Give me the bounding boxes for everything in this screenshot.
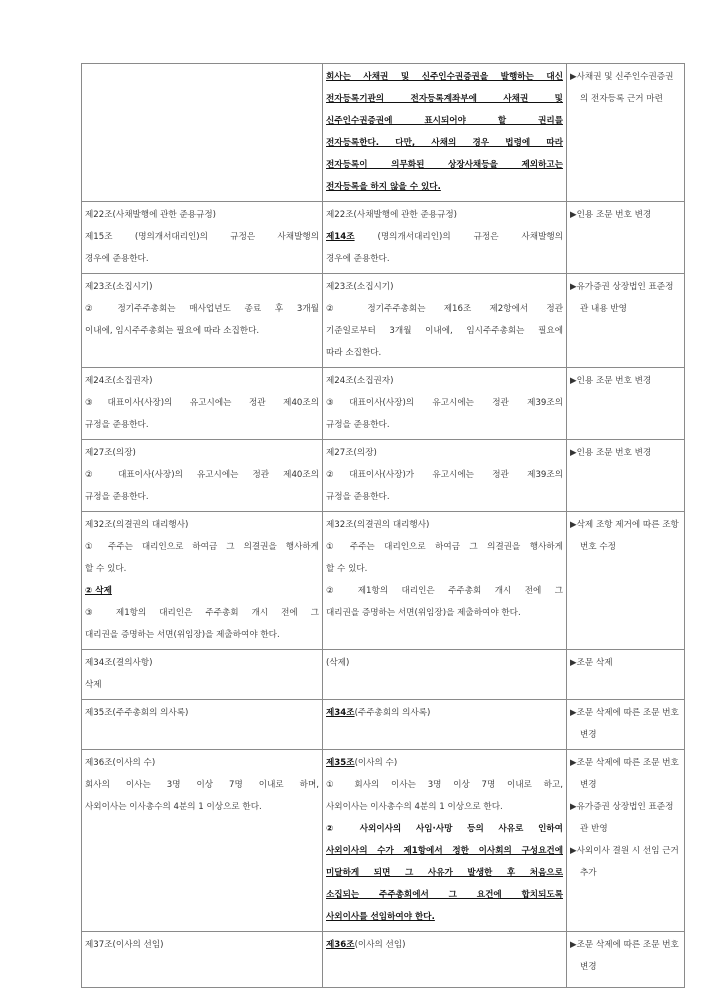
article-line: 기준일로부터 3개월 이내에, 임시주주총회는 필요에	[326, 326, 563, 336]
remark-note: ▶조문 삭제에 따른 조문 번호 변경	[570, 708, 679, 740]
remarks-cell	[567, 440, 685, 512]
article-line: 제15조 (명의개서대리인)의 규정은 사채발행의	[85, 232, 319, 242]
article-line: ① 주주는 대리인으로 하여금 그 의결권을 행사하게	[85, 542, 319, 552]
current-article-cell	[82, 932, 323, 988]
article-line: ② 사외이사의 사임·사망 등의 사유로 인하여	[326, 824, 563, 834]
changed-article-number: 제14조	[326, 232, 355, 242]
remark-note: ▶인용 조문 번호 변경	[570, 210, 652, 220]
article-line: 제34조(주주총회의 의사록)	[326, 708, 431, 718]
amended-article-cell	[323, 700, 567, 750]
article-line: 제24조(소집권자)	[326, 376, 394, 386]
article-line: ② 정기주주총회는 제16조 제2항에서 정관	[326, 304, 563, 314]
article-line: ② 제1항의 대리인은 주주총회 개시 전에 그	[326, 586, 563, 596]
remark-note: ▶사채권 및 신주인수권증권의 전자등록 근거 마련	[570, 72, 674, 104]
remark-note: ▶조문 삭제에 따른 조문 번호 변경	[570, 940, 679, 972]
article-line: 사외이사의 수가 제1항에서 정한 이사회의 구성요건에	[326, 846, 563, 856]
article-line: 제23조(소집시기)	[85, 282, 153, 292]
amendment-comparison-table	[81, 63, 685, 988]
article-line: 신주인수권증권에 표시되어야 할 권리를	[326, 116, 563, 126]
current-article-cell	[82, 512, 323, 650]
article-line: 규정을 준용한다.	[85, 492, 149, 502]
amended-article-cell	[323, 368, 567, 440]
article-line: 전자등록을 하지 않을 수 있다.	[326, 182, 441, 192]
remark-note: ▶조문 삭제에 따른 조문 번호 변경	[570, 758, 679, 790]
article-line: 소집되는 주주총회에서 그 요건에 합치되도록	[326, 890, 563, 900]
table-row	[82, 64, 685, 202]
remarks-cell	[567, 202, 685, 274]
article-line: 제24조(소집권자)	[85, 376, 153, 386]
article-line: 사외이사는 이사총수의 4분의 1 이상으로 한다.	[326, 802, 503, 812]
table-body	[82, 64, 685, 988]
current-article-cell	[82, 202, 323, 274]
article-line: 제22조(사채발행에 관한 준용규정)	[85, 210, 217, 220]
article-line: 제36조(이사의 선임)	[326, 940, 406, 950]
article-line: 경우에 준용한다.	[326, 254, 390, 264]
changed-article-number: 제36조	[326, 940, 355, 950]
current-article-cell	[82, 750, 323, 932]
article-line: ③ 제1항의 대리인은 주주총회 개시 전에 그	[85, 608, 319, 618]
article-line: 제27조(의장)	[326, 448, 377, 458]
current-article-cell	[82, 700, 323, 750]
amended-article-cell	[323, 440, 567, 512]
remark-note: ▶유가증권 상장법인 표준정관 내용 반영	[570, 282, 674, 314]
current-article-cell	[82, 274, 323, 368]
current-article-cell	[82, 440, 323, 512]
remark-note: ▶인용 조문 번호 변경	[570, 376, 652, 386]
article-line: 대리권을 증명하는 서면(위임장)을 제출하여야 한다.	[326, 608, 521, 618]
table-row	[82, 932, 685, 988]
article-line: 전자등록기관의 전자등록계좌부에 사채권 및	[326, 94, 563, 104]
article-line: 제35조(주주총회의 의사록)	[85, 708, 189, 718]
remark-note: ▶인용 조문 번호 변경	[570, 448, 652, 458]
article-line: 할 수 있다.	[85, 564, 127, 574]
article-line: 사외이사를 선임하여야 한다.	[326, 912, 435, 922]
article-line: 미달하게 되면 그 사유가 발생한 후 처음으로	[326, 868, 563, 878]
current-article-cell	[82, 64, 323, 202]
remark-note: ▶사외이사 결원 시 선임 근거 추가	[570, 846, 679, 878]
article-line: 회사의 이사는 3명 이상 7명 이내로 하며,	[85, 780, 319, 790]
article-line: 제32조(의결권의 대리행사)	[85, 520, 189, 530]
article-line: 제22조(사채발행에 관한 준용규정)	[326, 210, 458, 220]
article-line: ③대표이사(사장)의 유고시에는 정관 제39조의	[326, 398, 563, 408]
article-line: 제37조(이사의 선임)	[85, 940, 164, 950]
table-row	[82, 440, 685, 512]
article-line: 삭제	[85, 680, 102, 690]
article-line: 사외이사는 이사총수의 4분의 1 이상으로 한다.	[85, 802, 262, 812]
remarks-cell	[567, 932, 685, 988]
current-article-cell	[82, 368, 323, 440]
article-line: ② 대표이사(사장)의 유고시에는 정관 제40조의	[85, 470, 319, 480]
remark-note: ▶조문 삭제	[570, 658, 613, 668]
remark-note: ▶삭제 조항 제거에 따른 조항 번호 수정	[570, 520, 679, 552]
table-row	[82, 750, 685, 932]
remarks-cell	[567, 368, 685, 440]
remarks-cell	[567, 650, 685, 700]
remarks-cell	[567, 700, 685, 750]
amended-article-cell	[323, 932, 567, 988]
article-line: ② 정기주주총회는 매사업년도 종료 후 3개월	[85, 304, 319, 314]
table-row	[82, 650, 685, 700]
remarks-cell	[567, 512, 685, 650]
remark-note: ▶유가증권 상장법인 표준정관 반영	[570, 802, 674, 834]
article-line: 제35조(이사의 수)	[326, 758, 398, 768]
article-line: 제27조(의장)	[85, 448, 136, 458]
article-line: 규정을 준용한다.	[85, 420, 149, 430]
article-line: 제23조(소집시기)	[326, 282, 394, 292]
article-line: ②대표이사(사장)가 유고시에는 정관 제39조의	[326, 470, 563, 480]
amended-article-cell	[323, 274, 567, 368]
remarks-cell	[567, 64, 685, 202]
table-row	[82, 202, 685, 274]
article-line: 대리권을 증명하는 서면(위임장)을 제출하여야 한다.	[85, 630, 280, 640]
amended-article-cell	[323, 202, 567, 274]
article-line: 규정을 준용한다.	[326, 492, 390, 502]
remarks-cell	[567, 274, 685, 368]
amended-article-cell	[323, 512, 567, 650]
article-line: 제34조(결의사항)	[85, 658, 153, 668]
changed-article-number: 제34조	[326, 708, 355, 718]
article-line: 제14조 (명의개서대리인)의 규정은 사채발행의	[326, 232, 563, 242]
article-line: (삭제)	[326, 658, 350, 668]
amended-article-cell	[323, 650, 567, 700]
article-line: 따라 소집한다.	[326, 348, 382, 358]
remarks-cell	[567, 750, 685, 932]
article-line: 제32조(의결권의 대리행사)	[326, 520, 430, 530]
article-line: 이내에, 임시주주총회는 필요에 따라 소집한다.	[85, 326, 260, 336]
article-line: ① 회사의 이사는 3명 이상 7명 이내로 하고,	[326, 780, 563, 790]
table-row	[82, 700, 685, 750]
changed-article-number: 제35조	[326, 758, 355, 768]
article-line: ① 주주는 대리인으로 하여금 그 의결권을 행사하게	[326, 542, 563, 552]
article-line: ② 삭제	[85, 586, 112, 596]
table-row	[82, 368, 685, 440]
current-article-cell	[82, 650, 323, 700]
table-row	[82, 274, 685, 368]
amended-article-cell	[323, 750, 567, 932]
article-line: 전자등록한다. 다만, 사채의 경우 법령에 따라	[326, 138, 563, 148]
table-row	[82, 512, 685, 650]
article-line: 전자등록이 의무화된 상장사채등을 제외하고는	[326, 160, 563, 170]
article-line: 할 수 있다.	[326, 564, 368, 574]
article-line: 제36조(이사의 수)	[85, 758, 156, 768]
article-line: 경우에 준용한다.	[85, 254, 149, 264]
article-line: ③대표이사(사장)의 유고시에는 정관 제40조의	[85, 398, 319, 408]
amended-article-cell	[323, 64, 567, 202]
article-line: 회사는 사채권 및 신주인수권증권을 발행하는 대신	[326, 72, 563, 82]
article-line: 규정을 준용한다.	[326, 420, 390, 430]
